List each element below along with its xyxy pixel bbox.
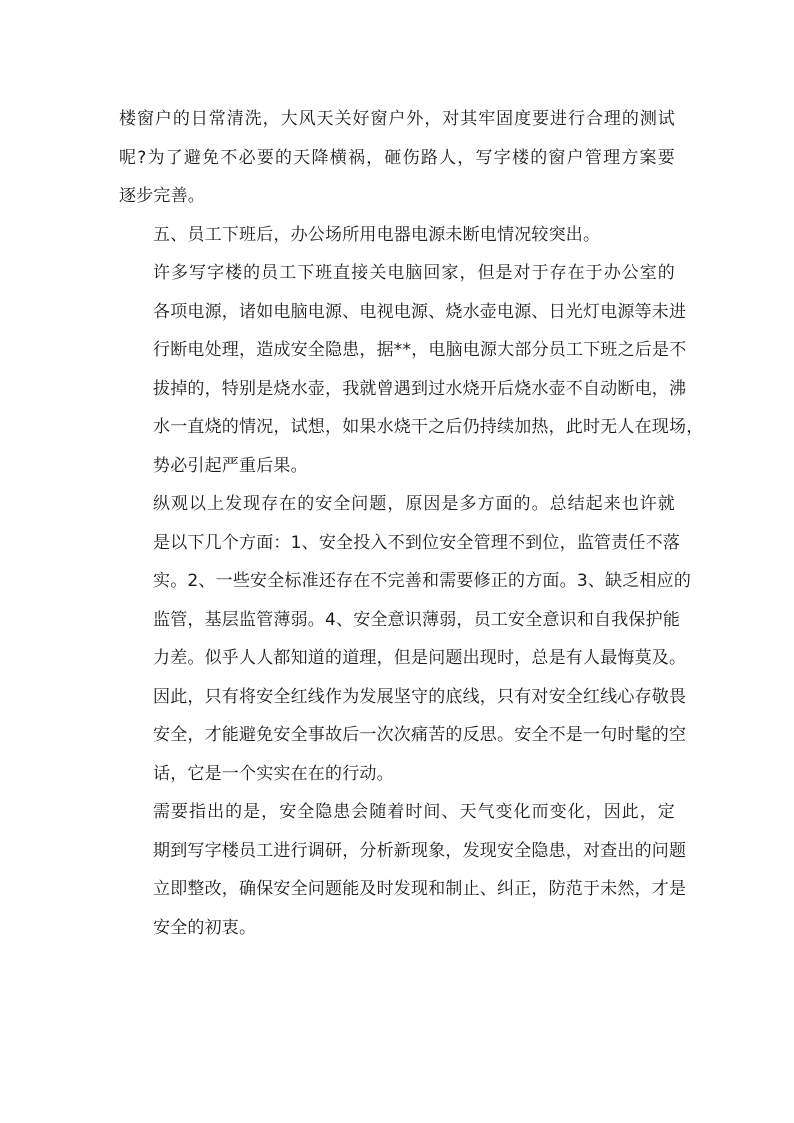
text-line: 拔掉的，特别是烧水壶，我就曾遇到过水烧开后烧水壶不自动断电，沸 [153, 378, 687, 399]
text-line: 呢?为了避免不必要的天降横祸，砸伤路人，写字楼的窗户管理方案要 [119, 147, 675, 168]
text-line: 五、员工下班后，办公场所用电器电源未断电情况较突出。 [153, 224, 601, 245]
section-heading-five [119, 216, 675, 255]
text-line: 安全的初衷。 [153, 917, 257, 938]
paragraph-summary [119, 485, 692, 793]
paragraph-power-off [119, 254, 704, 485]
text-line: 期到写字楼员工进行调研，分析新现象，发现安全隐患，对查出的问题 [153, 840, 687, 861]
text-line: 是以下几个方面：1、安全投入不到位安全管理不到位，监管责任不落 [153, 532, 681, 553]
text-line: 纵观以上发现存在的安全问题，原因是多方面的。总结起来也许就 [153, 494, 675, 514]
text-line: 行断电处理，造成安全隐患，据**，电脑电源大部分员工下班之后是不 [153, 340, 687, 360]
text-line: 势必引起严重后果。 [153, 455, 308, 476]
text-line: 立即整改，确保安全问题能及时发现和制止、纠正，防范于未然，才是 [153, 879, 687, 899]
text-line: 安全，才能避免安全事故后一次次痛苦的反思。安全不是一句时髦的空 [153, 725, 687, 745]
text-line: 需要指出的是，安全隐患会随着时间、天气变化而变化，因此，定 [153, 802, 675, 822]
text-line: 监管，基层监管薄弱。4、安全意识薄弱，员工安全意识和自我保护能 [153, 609, 681, 630]
text-line: 楼窗户的日常清洗，大风天关好窗户外，对其牢固度要进行合理的测试 [119, 109, 675, 129]
paragraph-window-management [119, 100, 675, 216]
text-line: 水一直烧的情况，试想，如果水烧干之后仍持续加热，此时无人在现场， [153, 417, 704, 437]
text-line: 因此，只有将安全红线作为发展坚守的底线，只有对安全红线心存敬畏 [153, 686, 687, 707]
paragraph-conclusion [119, 793, 687, 947]
text-line: 力差。似乎人人都知道的道理，但是问题出现时，总是有人最悔莫及。 [153, 648, 687, 668]
text-line: 实。2、一些安全标准还存在不完善和需要修正的方面。3、缺乏相应的 [153, 571, 692, 591]
text-line: 许多写字楼的员工下班直接关电脑回家，但是对于存在于办公室的 [153, 263, 675, 283]
text-line: 话，它是一个实实在在的行动。 [153, 763, 394, 784]
text-line: 各项电源，诸如电脑电源、电视电源、烧水壶电源、日光灯电源等未进 [153, 301, 687, 322]
document-body [119, 100, 704, 947]
text-line: 逐步完善。 [119, 186, 205, 206]
